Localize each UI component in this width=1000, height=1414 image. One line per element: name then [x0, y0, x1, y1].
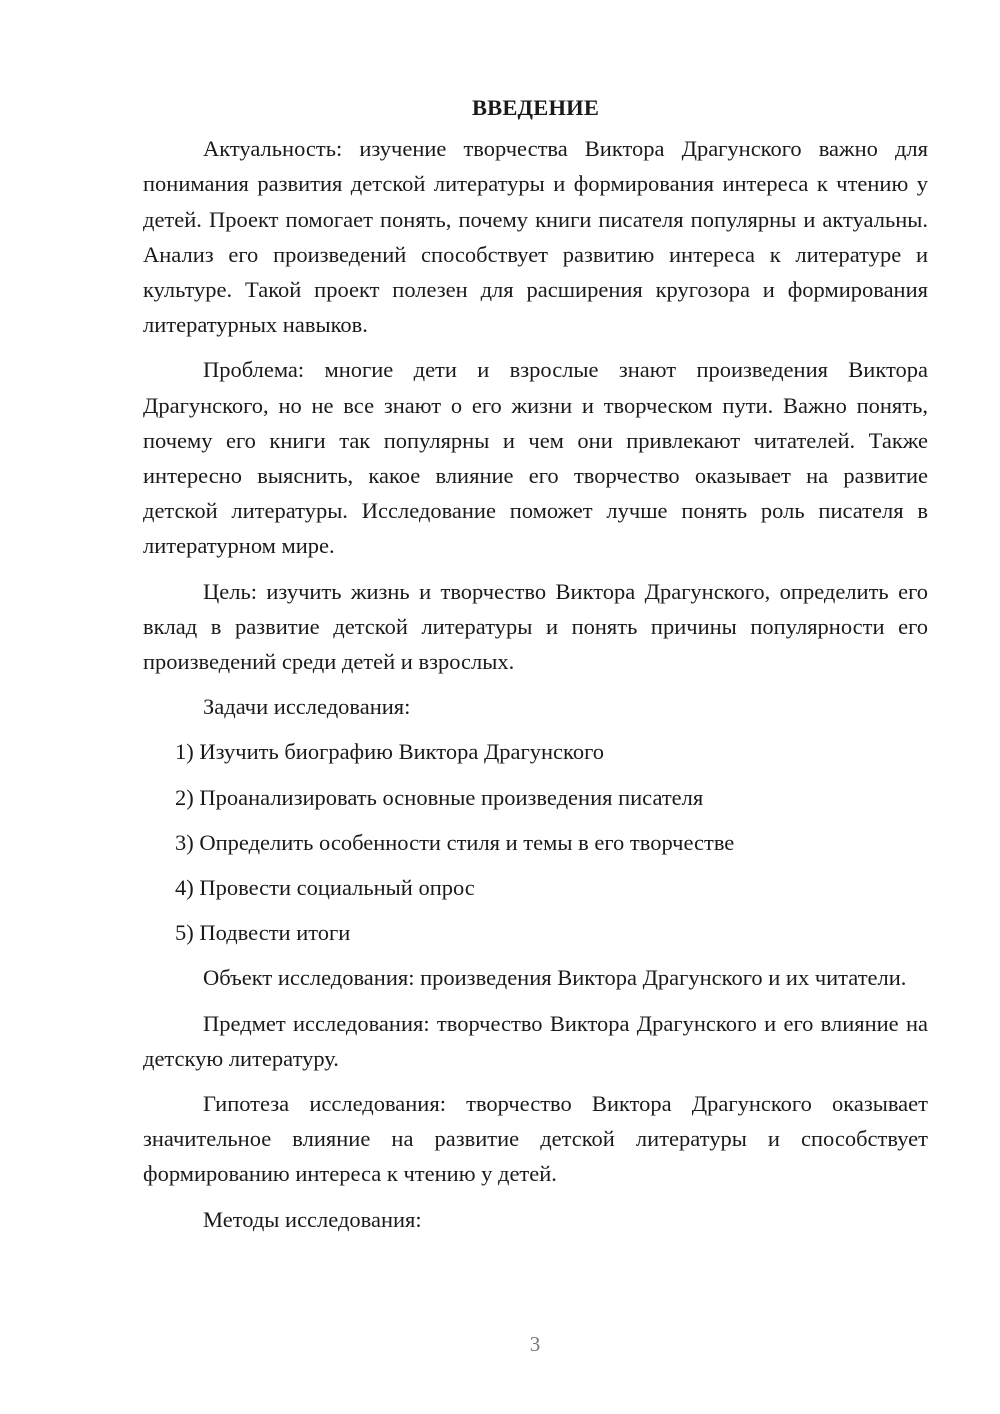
tasks-list	[143, 734, 928, 950]
relevance-paragraph: Актуальность: изучение творчества Виктора Драгунского важно для понимания развития детской литературы и формирования интереса к чтению у детей. Проект помогает понять, почему книги писателя популярны и актуальны. Анализ его произведений способствует развитию интереса к литературе и культуре. Такой проект полезен для расширения кругозора и формирования литературных навыков.	[143, 136, 928, 338]
list-item: 1) Изучить биографию Виктора Драгунского	[175, 739, 604, 765]
tasks-heading: Задачи исследования:	[203, 694, 411, 720]
list-item: 3) Определить особенности стиля и темы в его творчестве	[175, 829, 735, 855]
problem-paragraph: Проблема: многие дети и взрослые знают произведения Виктора Драгунского, но не все знают о его жизни и творческом пути. Важно понять, почему его книги так популярны и чем они привлекают читателей. Также интересно выяснить, какое влияние его творчество оказывает на развитие детской литературы. Исследование поможет лучше понять роль писателя в литературном мире.	[143, 357, 928, 559]
list-item: 2) Проанализировать основные произведения писателя	[175, 784, 704, 810]
methods-heading: Методы исследования:	[203, 1206, 422, 1232]
object-paragraph: Объект исследования: произведения Виктора Драгунского и их читатели.	[203, 965, 907, 991]
list-item: 4) Провести социальный опрос	[175, 875, 475, 901]
subject-paragraph: Предмет исследования: творчество Виктора Драгунского и его влияние на детскую литературу.	[143, 1010, 928, 1071]
page-content	[143, 90, 928, 1247]
section-heading: ВВЕДЕНИЕ	[471, 95, 600, 120]
hypothesis-paragraph: Гипотеза исследования: творчество Виктора Драгунского оказывает значительное влияние на развитие детской литературы и способствует формированию интереса к чтению у детей.	[143, 1091, 928, 1187]
page-number: 3	[529, 1332, 541, 1356]
goal-paragraph: Цель: изучить жизнь и творчество Виктора Драгунского, определить его вклад в развитие детской литературы и понять причины популярности его произведений среди детей и взрослых.	[143, 578, 928, 675]
list-item: 5) Подвести итоги	[175, 920, 351, 946]
